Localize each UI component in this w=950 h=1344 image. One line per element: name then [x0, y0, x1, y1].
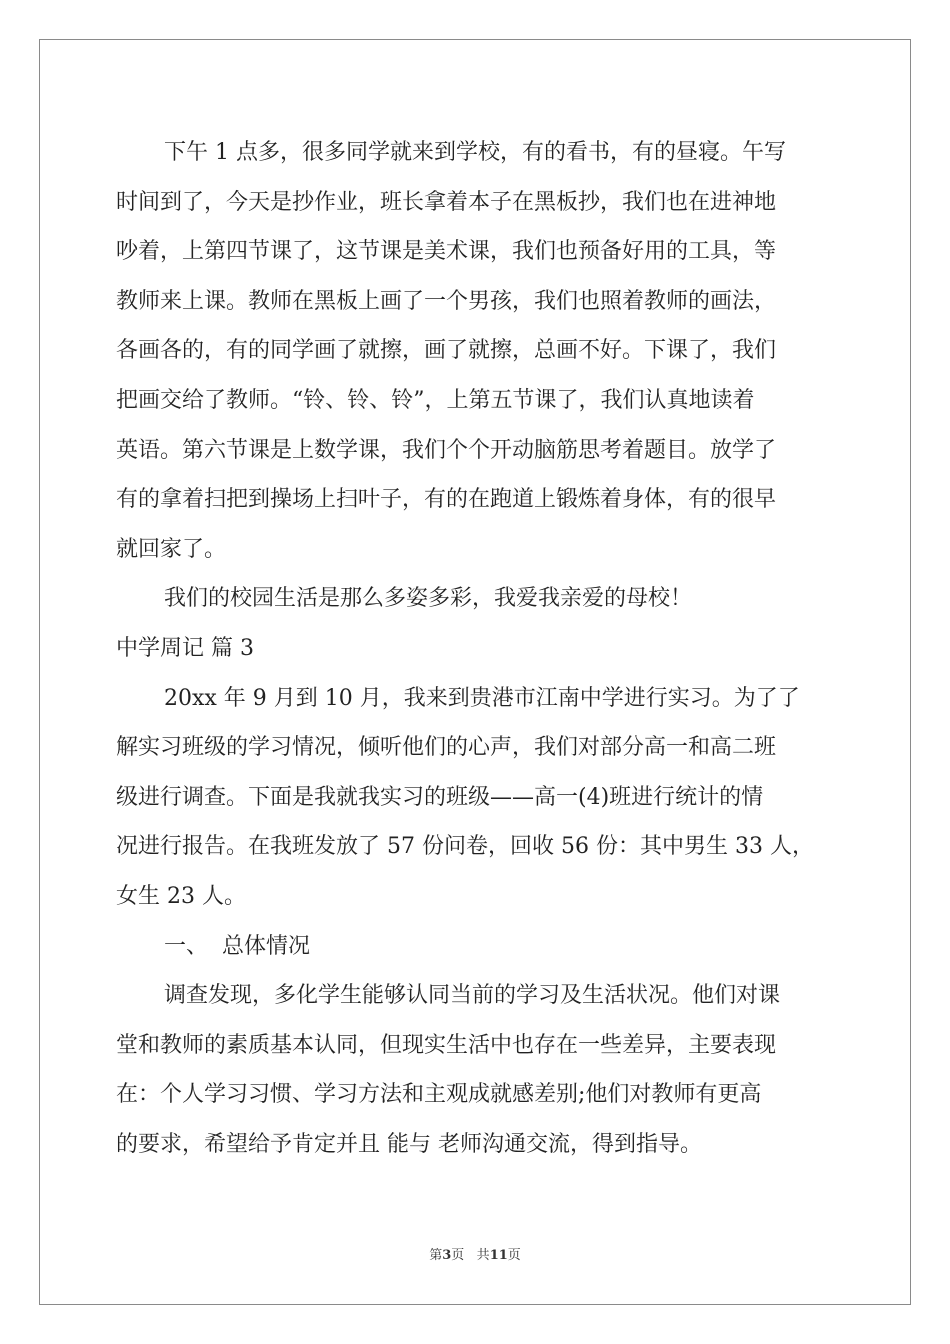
paragraph-line: 我们的校园生活是那么多姿多彩，我爱我亲爱的母校！	[164, 586, 693, 612]
subsection-heading: 一、 总体情况	[164, 933, 310, 959]
paragraph-line: 堂和教师的素质基本认同，但现实生活中也存在一些差异，主要表现	[116, 1032, 777, 1058]
page-prefix: 第	[429, 1248, 443, 1263]
paragraph-line: 各画各的，有的同学画了就擦，画了就擦，总画不好。下课了，我们	[116, 338, 777, 364]
page-number: 3	[442, 1248, 452, 1263]
paragraph-line: 级进行调查。下面是我就我实习的班级——高一(4)班进行统计的情	[116, 784, 764, 810]
page-footer	[0, 1244, 950, 1263]
paragraph-line: 时间到了，今天是抄作业，班长拿着本子在黑板抄，我们也在进神地	[116, 189, 777, 215]
page-suffix: 页	[451, 1248, 465, 1263]
paragraph-line: 把画交给了教师。“铃、铃、铃”，上第五节课了，我们认真地读着	[116, 387, 755, 413]
paragraph-line: 在：个人学习习惯、学习方法和主观成就感差别;他们对教师有更高	[116, 1082, 762, 1108]
paragraph-line: 吵着，上第四节课了，这节课是美术课，我们也预备好用的工具，等	[116, 239, 777, 265]
paragraph-line: 英语。第六节课是上数学课，我们个个开动脑筋思考着题目。放学了	[116, 437, 777, 463]
paragraph-line: 女生 23 人。	[116, 883, 246, 909]
paragraph-line: 有的拿着扫把到操场上扫叶子，有的在跑道上锻炼着身体，有的很早	[116, 487, 777, 513]
paragraph-line: 就回家了。	[116, 536, 227, 562]
section-heading: 中学周记 篇 3	[116, 635, 254, 661]
paragraph-line: 20xx 年 9 月到 10 月，我来到贵港市江南中学进行实习。为了了	[164, 685, 800, 711]
paragraph-line: 教师来上课。教师在黑板上画了一个男孩，我们也照着教师的画法，	[116, 288, 777, 314]
paragraph-line: 调查发现，多化学生能够认同当前的学习及生活状况。他们对课	[164, 983, 781, 1009]
paragraph-line: 解实习班级的学习情况，倾听他们的心声，我们对部分高一和高二班	[116, 735, 777, 761]
document-body	[116, 128, 834, 1169]
paragraph-line: 的要求，希望给予肯定并且 能与 老师沟通交流，得到指导。	[116, 1131, 702, 1157]
total-suffix: 页	[507, 1248, 521, 1263]
total-prefix: 共	[476, 1248, 490, 1263]
total-pages: 11	[489, 1248, 508, 1263]
paragraph-line: 下午 1 点多，很多同学就来到学校，有的看书，有的昼寝。午写	[164, 140, 786, 165]
paragraph-line: 况进行报告。在我班发放了 57 份问卷，回收 56 份：其中男生 33 人，	[116, 834, 814, 860]
